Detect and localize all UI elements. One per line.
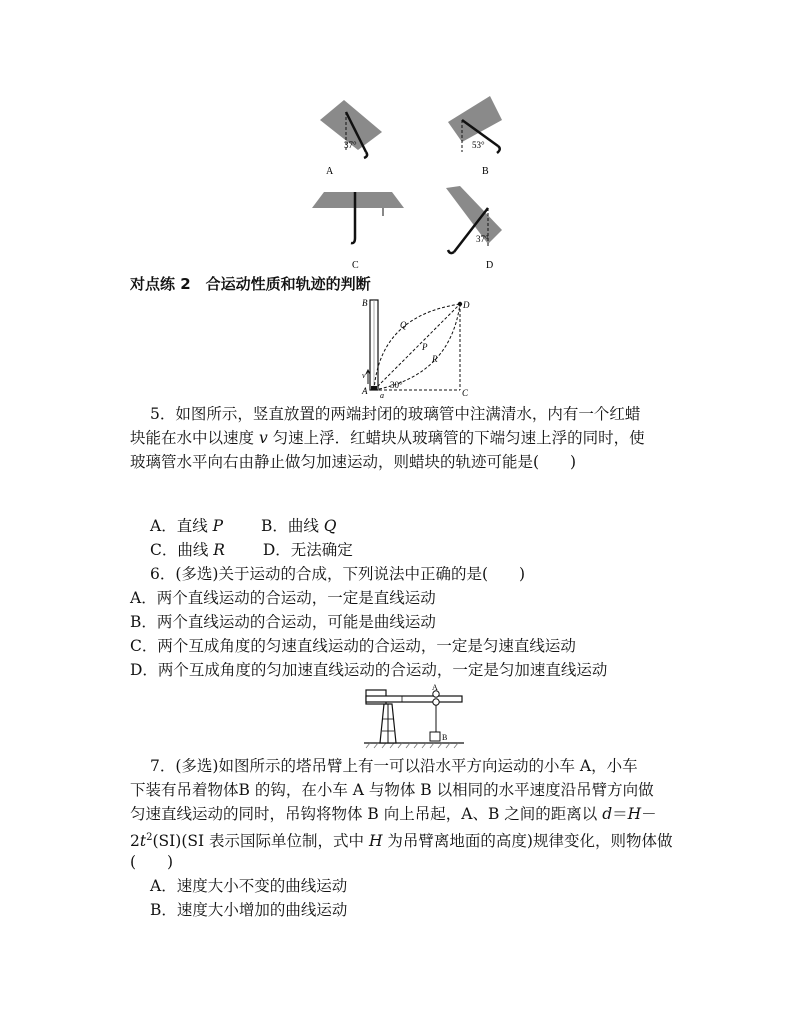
point-label-d: D xyxy=(463,300,470,310)
q7-line2: 下装有吊着物体B 的钩，在小车 A 与物体 B 以相同的水平速度沿吊臂方向做 xyxy=(130,781,654,799)
q5-line1: 5．如图所示，竖直放置的两端封闭的玻璃管中注满清水，内有一个红蜡 xyxy=(150,405,641,423)
umbrella-c xyxy=(312,192,404,271)
option-label-b: B xyxy=(482,166,489,177)
q7-coef: 2 xyxy=(130,832,140,851)
q7-minus: － xyxy=(641,805,657,823)
q5-option-c xyxy=(150,541,225,559)
q5-options-row2 xyxy=(150,538,353,562)
option-label-c: C xyxy=(352,260,359,271)
q7-line3-pre: 匀速直线运动的同时，吊钩将物体 B 向上吊起，A、B 之间的距离以 xyxy=(130,805,603,823)
q5-option-d: D．无法确定 xyxy=(262,541,353,559)
q5-option-b xyxy=(261,517,337,535)
q7-option-a: A．速度大小不变的曲线运动 xyxy=(150,877,348,895)
q5-option-a-text: A．直线 xyxy=(150,517,213,535)
q5-line2-post: 匀速上浮．红蜡块从玻璃管的下端匀速上浮的同时，使 xyxy=(267,429,645,447)
q6-option-c: C．两个互成角度的匀速直线运动的合运动，一定是匀速直线运动 xyxy=(130,637,576,655)
q7-var-h2: H xyxy=(368,832,383,851)
point-label-a: A xyxy=(362,386,368,396)
q7-line3 xyxy=(130,802,657,826)
tube-figure xyxy=(360,296,480,400)
option-label-d: D xyxy=(486,260,494,271)
q6-option-a: A．两个直线运动的合运动，一定是直线运动 xyxy=(130,589,436,607)
umbrella-d xyxy=(446,186,502,271)
q7-line4-mid: (SI)(SI 表示国际单位制，式中 xyxy=(152,832,369,851)
q7-exponent: 2 xyxy=(146,832,153,843)
umbrella-b xyxy=(448,96,502,177)
angle-label-a: 37° xyxy=(344,140,357,150)
q5-option-c-text: C．曲线 xyxy=(150,541,214,559)
q5-line2 xyxy=(130,426,645,450)
point-label-c: C xyxy=(462,388,469,398)
q5-option-b-text: B．曲线 xyxy=(260,517,324,535)
q7-var-t: t xyxy=(139,832,147,851)
q5-option-c-var: R xyxy=(213,541,225,559)
q6-stem: 6．(多选)关于运动的合成，下列说法中正确的是( ) xyxy=(150,565,526,583)
umbrella-a xyxy=(320,100,382,177)
q6-option-b: B．两个直线运动的合运动，可能是曲线运动 xyxy=(130,613,436,631)
q5-options-row1 xyxy=(150,514,336,538)
angle-label-b: 53° xyxy=(472,140,485,150)
umbrella-figure xyxy=(300,90,520,272)
crane-figure xyxy=(362,684,466,750)
q5-var-v: v xyxy=(258,429,268,447)
q5-line3: 玻璃管水平向右由静止做匀加速运动，则蜡块的轨迹可能是( ) xyxy=(130,453,577,471)
q5-option-a-var: P xyxy=(212,517,224,535)
q7-line4-post: 为吊臂离地面的高度)规律变化，则物体做 xyxy=(382,832,673,851)
angle-label-30: 30° xyxy=(390,380,403,390)
accel-label: a xyxy=(380,391,384,400)
section-heading: 对点练 2 合运动性质和轨迹的判断 xyxy=(130,275,371,293)
q7-line1: 7．(多选)如图所示的塔吊臂上有一可以沿水平方向运动的小车 A，小车 xyxy=(150,757,638,775)
q7-equals: ＝ xyxy=(612,805,628,823)
q7-var-h: H xyxy=(627,805,642,823)
option-label-a: A xyxy=(326,166,334,177)
q5-option-a xyxy=(150,517,223,535)
point-label-b: B xyxy=(362,298,368,308)
q7-var-d: d xyxy=(602,805,613,823)
q5-line2-pre: 块能在水中以速度 xyxy=(130,429,259,447)
q7-option-b: B．速度大小增加的曲线运动 xyxy=(150,901,348,919)
q7-line4 xyxy=(130,826,672,853)
velocity-label: v xyxy=(362,371,366,380)
line-label-p: P xyxy=(422,342,428,352)
angle-label-d: 37° xyxy=(476,234,489,244)
curve-label-q: Q xyxy=(400,320,407,330)
q7-answer-blank: ( ) xyxy=(130,853,174,871)
load-label-b: B xyxy=(442,733,448,742)
q6-option-d: D．两个互成角度的匀加速直线运动的合运动，一定是匀加速直线运动 xyxy=(130,661,608,679)
q5-option-b-var: Q xyxy=(323,517,337,535)
trolley-label-a: A xyxy=(432,684,438,692)
curve-label-r: R xyxy=(432,354,438,364)
